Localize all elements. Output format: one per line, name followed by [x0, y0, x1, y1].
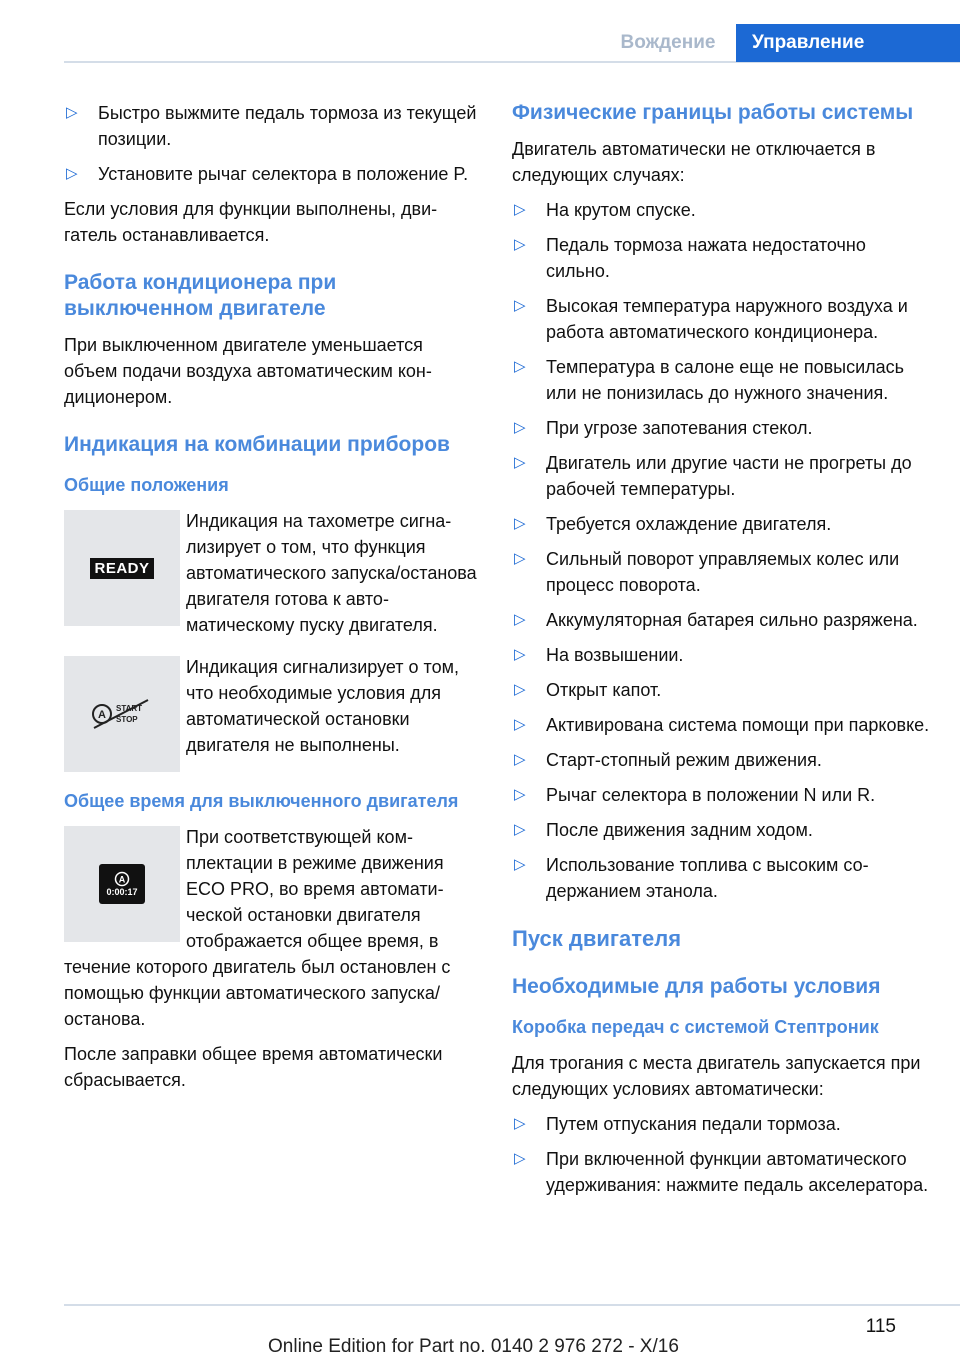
list-item-text: Требуется охлаждение двигателя.	[546, 514, 832, 534]
indicator-startstop-row	[64, 654, 478, 772]
bullet-list-top	[64, 100, 478, 187]
heading-limits: Физические границы работы системы	[512, 101, 914, 124]
triangle-bullet-icon: ▷	[514, 856, 526, 873]
paragraph: При соответствующей комплектации в режиме движения ECO PRO, во время автоматической остановки двигателя отображается общее время, в течение которого двигатель был остановлен с помощью функции автоматического запуска/останова.	[64, 827, 451, 1029]
list-item-text: Путем отпускания педали тормоза.	[546, 1114, 841, 1134]
svg-text:A: A	[118, 874, 126, 885]
heading-conditions: Необходимые для работы условия	[512, 975, 881, 998]
list-item	[512, 546, 932, 598]
tab-driving[interactable]: Вождение	[620, 32, 716, 53]
list-item	[512, 607, 932, 633]
stop-timer-icon	[64, 826, 180, 942]
list-item	[512, 747, 932, 773]
triangle-bullet-icon: ▷	[514, 786, 526, 803]
triangle-bullet-icon: ▷	[514, 681, 526, 698]
ready-label: READY	[90, 558, 153, 579]
list-item	[512, 712, 932, 738]
triangle-bullet-icon: ▷	[514, 236, 526, 253]
list-item	[512, 642, 932, 668]
heading-engine-start: Пуск двигателя	[512, 926, 682, 951]
paragraph: Индикация сигнализирует о том, что необходимые условия для автоматической остановки двигателя не выполнены.	[186, 657, 459, 755]
triangle-bullet-icon: ▷	[514, 297, 526, 314]
triangle-bullet-icon: ▷	[66, 165, 78, 182]
list-item	[512, 1146, 932, 1198]
timer-value: 0:00:17	[106, 887, 138, 897]
list-item-text: На возвышении.	[546, 645, 684, 665]
timer-display	[99, 864, 145, 904]
bullet-list-start	[512, 1111, 932, 1198]
list-item-text: После движения задним ходом.	[546, 820, 813, 840]
list-item	[512, 677, 932, 703]
bullet-list-limits	[512, 197, 932, 904]
tab-controls[interactable]: Управление	[736, 24, 960, 62]
indicator-ready-row	[64, 508, 478, 638]
list-item-text: При включенной функции автоматического удерживания: нажмите педаль акселератора.	[546, 1149, 929, 1195]
heading-ac: Работа кондиционера при выключенном двигателе	[64, 271, 337, 320]
triangle-bullet-icon: ▷	[514, 1150, 526, 1167]
list-item	[512, 852, 932, 904]
list-item	[512, 232, 932, 284]
list-item-text: Установите рычаг селектора в положение P.	[98, 164, 469, 184]
list-item	[512, 817, 932, 843]
list-item-text: На крутом спуске.	[546, 200, 696, 220]
list-item-text: Аккумуляторная батарея сильно разряжена.	[546, 610, 918, 630]
paragraph: Индикация на тахометре сигнализирует о том, что функция автоматического запуска/останова двигателя готова к автоматическому пуску двигателя.	[186, 511, 477, 635]
edition-footer: Online Edition for Part no. 0140 2 976 272 - X/16	[268, 1336, 679, 1357]
paragraph: После заправки общее время автоматически сбрасывается.	[64, 1044, 443, 1090]
list-item	[64, 161, 478, 187]
heading-indication: Индикация на комбинации приборов	[64, 433, 450, 456]
subheading-steptronic: Коробка передач с системой Стептроник	[512, 1017, 879, 1037]
start-text: START	[116, 704, 143, 713]
list-item	[512, 293, 932, 345]
stop-text: STOP	[116, 715, 138, 724]
triangle-bullet-icon: ▷	[514, 454, 526, 471]
triangle-bullet-icon: ▷	[514, 821, 526, 838]
list-item	[512, 197, 932, 223]
paragraph: Для трогания с места двигатель запускается при следующих условиях автоматически:	[512, 1053, 921, 1099]
triangle-bullet-icon: ▷	[66, 104, 78, 121]
list-item-text: Быстро выжмите педаль тормоза из текущей позиции.	[98, 103, 477, 149]
triangle-bullet-icon: ▷	[514, 358, 526, 375]
triangle-bullet-icon: ▷	[514, 1115, 526, 1132]
subheading-total-time: Общее время для выключенного двигателя	[64, 791, 459, 811]
triangle-bullet-icon: ▷	[514, 515, 526, 532]
list-item	[512, 415, 932, 441]
list-item	[512, 354, 932, 406]
auto-start-stop-icon	[114, 871, 130, 887]
start-stop-disabled-icon	[64, 656, 180, 772]
triangle-bullet-icon: ▷	[514, 716, 526, 733]
paragraph: Двигатель автоматически не отключается в следующих случаях:	[512, 139, 876, 185]
list-item-text: При угрозе запотевания стекол.	[546, 418, 813, 438]
triangle-bullet-icon: ▷	[514, 550, 526, 567]
indicator-timer-row	[64, 824, 478, 1032]
list-item	[512, 1111, 932, 1137]
triangle-bullet-icon: ▷	[514, 611, 526, 628]
list-item	[512, 782, 932, 808]
page-number: 115	[865, 1316, 896, 1337]
list-item-text: Активирована система помощи при парковке.	[546, 715, 930, 735]
triangle-bullet-icon: ▷	[514, 751, 526, 768]
subheading-general: Общие положения	[64, 475, 229, 495]
list-item-text: Открыт капот.	[546, 680, 662, 700]
triangle-bullet-icon: ▷	[514, 419, 526, 436]
list-item-text: Высокая температура наружного воздуха и работа автоматического кондиционера.	[546, 296, 908, 342]
list-item-text: Педаль тормоза нажата недостаточно сильно.	[546, 235, 866, 281]
ready-indicator-icon	[64, 510, 180, 626]
svg-text:A: A	[98, 709, 106, 721]
list-item-text: Сильный поворот управляемых колес или процесс поворота.	[546, 549, 900, 595]
list-item-text: Температура в салоне еще не повысилась или не понизилась до нужного значения.	[546, 357, 905, 403]
list-item-text: Рычаг селектора в положении N или R.	[546, 785, 876, 805]
list-item	[512, 511, 932, 537]
list-item-text: Старт-стопный режим движения.	[546, 750, 822, 770]
list-item	[64, 100, 478, 152]
paragraph: При выключенном двигателе уменьшается объем подачи воздуха автоматическим кондиционером.	[64, 335, 432, 407]
start-stop-crossed-icon	[90, 694, 154, 734]
list-item-text: Двигатель или другие части не прогреты до рабочей температуры.	[546, 453, 912, 499]
triangle-bullet-icon: ▷	[514, 646, 526, 663]
list-item-text: Использование топлива с высоким содержанием этанола.	[546, 855, 869, 901]
triangle-bullet-icon: ▷	[514, 201, 526, 218]
footer-rule	[64, 1304, 960, 1306]
left-column	[64, 100, 478, 1102]
paragraph: Если условия для функции выполнены, двигатель останавливается.	[64, 199, 438, 245]
list-item	[512, 450, 932, 502]
right-column	[512, 100, 932, 1207]
